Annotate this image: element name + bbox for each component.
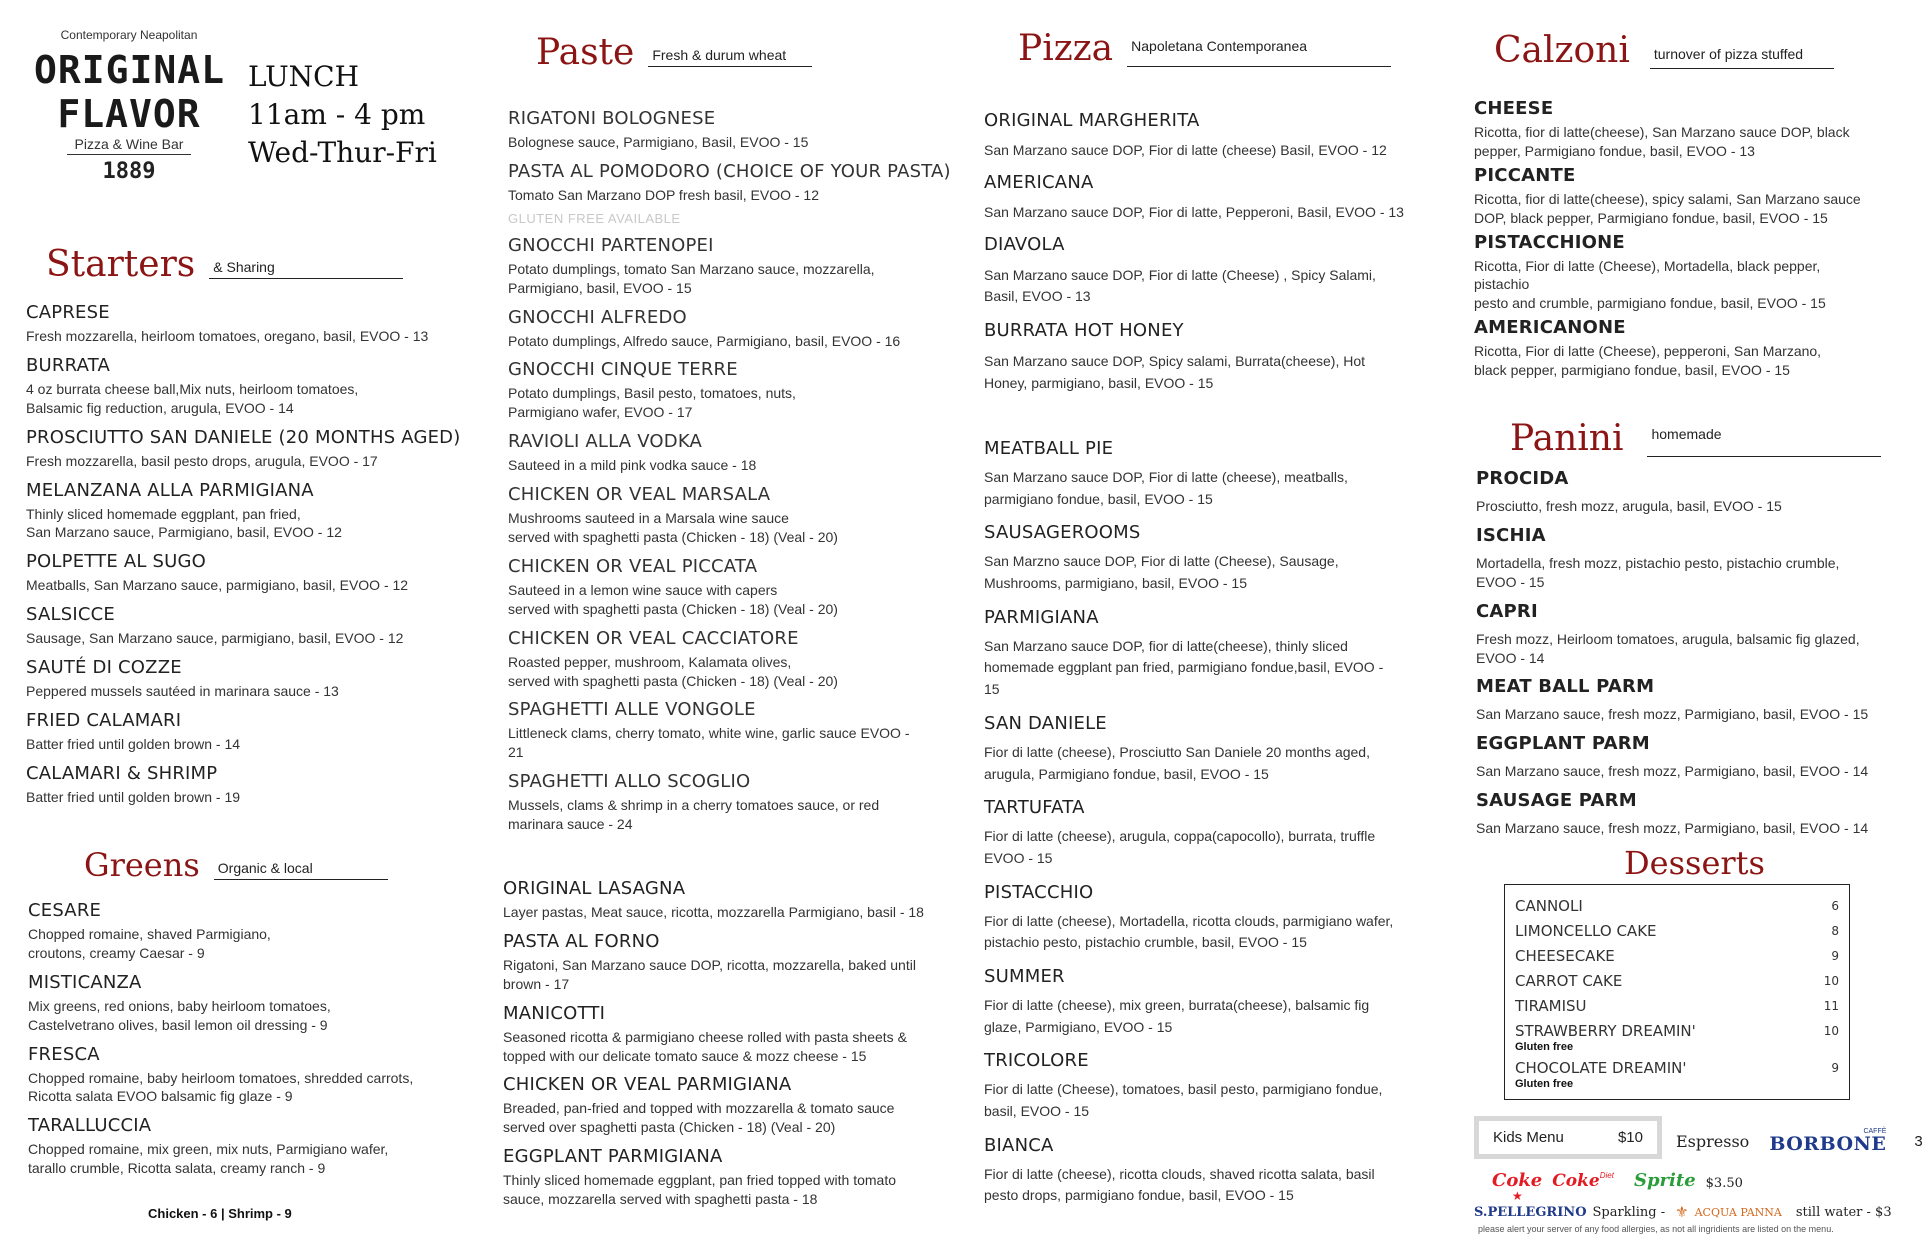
greens-header: [84, 846, 388, 884]
item-name: TARALLUCCIA: [28, 1115, 152, 1137]
menu-item: [984, 1135, 1444, 1207]
item-desc: Littleneck clams, cherry tomato, white wine, garlic sauce EVOO - 21: [508, 725, 910, 761]
menu-item: [26, 480, 476, 543]
kids-menu-box: [1474, 1116, 1662, 1159]
item-name: PICCANTE: [1474, 164, 1576, 186]
dessert-row: [1515, 946, 1839, 966]
item-desc: 4 oz burrata cheese ball,Mix nuts, heirloom tomatoes, Balsamic fig reduction, arugula, EVOO - 14: [26, 380, 359, 416]
menu-item: [1476, 525, 1916, 592]
item-name: MISTICANZA: [28, 971, 142, 993]
item-desc: San Marzano sauce DOP, Fior di latte (Cheese) , Spicy Salami, Basil, EVOO - 13: [984, 266, 1376, 305]
panini-title: Panini: [1510, 418, 1624, 459]
pizza-header: [1018, 28, 1391, 69]
starters-list: [26, 302, 476, 816]
item-name: PISTACCHIO: [984, 881, 1094, 903]
star-icon: ★: [1512, 1189, 1523, 1203]
item-desc: Ricotta, fior di latte(cheese), San Marzano sauce DOP, black pepper, Parmigiano fondue, basil, EVOO - 13: [1474, 124, 1850, 159]
menu-item: [26, 604, 476, 648]
diet-coke-logo: [1552, 1171, 1614, 1191]
menu-item: [1474, 232, 1914, 314]
item-name: GNOCCHI ALFREDO: [508, 306, 687, 328]
item-desc: Seasoned ricotta & parmigiano cheese rolled with pasta sheets & topped with our delicate tomato sauce & mozz cheese - 15: [503, 1028, 907, 1064]
menu-item: [503, 931, 978, 994]
dessert-name: LIMONCELLO CAKE: [1515, 922, 1657, 940]
menu-item: [984, 172, 1444, 222]
menu-item: [984, 522, 1444, 594]
menu-item: [508, 161, 978, 226]
item-desc: Mortadella, fresh mozz, pistachio pesto, pistachio crumble, EVOO - 15: [1476, 554, 1840, 590]
dessert-price: 9: [1831, 1061, 1839, 1075]
item-desc: Batter fried until golden brown - 19: [26, 788, 241, 805]
calzoni-list: [1474, 98, 1914, 389]
item-name: CALAMARI & SHRIMP: [26, 762, 218, 784]
item-desc: Potato dumplings, Basil pesto, tomatoes, nuts, Parmigiano wafer, EVOO - 17: [508, 385, 796, 421]
espresso-price: 3: [1914, 1132, 1923, 1150]
item-name: SAUTÉ DI COZZE: [26, 657, 182, 679]
gluten-free-label: Gluten free: [1515, 1041, 1574, 1053]
dessert-name: CARROT CAKE: [1515, 972, 1623, 990]
item-desc: San Marzano sauce DOP, Fior di latte (cheese), meatballs, parmigiano fondue, basil, EVOO - 15: [984, 469, 1348, 507]
menu-item: [503, 1146, 978, 1209]
menu-item: [26, 763, 476, 807]
item-name: RIGATONI BOLOGNESE: [508, 108, 716, 129]
item-name: SUMMER: [984, 965, 1065, 987]
dessert-price: 9: [1831, 949, 1839, 963]
panini-header: [1510, 418, 1881, 459]
menu-item: [503, 878, 978, 922]
diet-tag: Diet: [1599, 1171, 1614, 1180]
lunch-info: [248, 58, 437, 172]
item-desc: San Marzano sauce DOP, Fior di latte, Pepperoni, Basil, EVOO - 13: [984, 203, 1404, 220]
item-desc: Thinly sliced homemade eggplant, pan fried topped with tomato sauce, mozzarella served with spaghetti pasta - 18: [503, 1172, 897, 1208]
logo: [34, 28, 224, 184]
diet-coke-text: Coke: [1552, 1171, 1600, 1191]
item-desc: San Marzano sauce, fresh mozz, Parmigiano, basil, EVOO - 14: [1476, 820, 1869, 837]
kids-menu-label: Kids Menu: [1493, 1129, 1564, 1146]
item-name: PASTA AL FORNO: [503, 930, 660, 952]
item-desc: Ricotta, Fior di latte (Cheese), pepperoni, San Marzano, black pepper, parmigiano fondue, basil, EVOO - 15: [1474, 343, 1822, 379]
item-desc: Mushrooms sauteed in a Marsala wine sauce served with spaghetti pasta (Chicken - 18) (Veal - 20): [508, 510, 838, 546]
menu-item: [508, 108, 978, 152]
item-desc: Layer pastas, Meat sauce, ricotta, mozzarella Parmigiano, basil - 18: [503, 904, 924, 920]
item-name: PASTA AL POMODORO (CHOICE OF YOUR PASTA): [508, 160, 951, 182]
menu-item: [508, 307, 978, 351]
item-name: ISCHIA: [1476, 524, 1546, 546]
soda-row: [1492, 1170, 1743, 1191]
lunch-days: Wed-Thur-Fri: [248, 136, 437, 169]
sparkling-label: Sparkling -: [1592, 1204, 1666, 1220]
item-name: AMERICANA: [984, 171, 1094, 193]
item-desc: San Marzano sauce, fresh mozz, Parmigiano, basil, EVOO - 14: [1476, 763, 1869, 780]
item-desc: San Marzano sauce DOP, fior di latte(cheese), thinly sliced homemade eggplant pan fried, parmigiano fondue,basil, EVOO - 15: [984, 637, 1384, 698]
logo-year: 1889: [102, 159, 156, 184]
greens-addon: Chicken - 6 | Shrimp - 9: [148, 1206, 292, 1221]
menu-item: [508, 484, 978, 547]
item-name: EGGPLANT PARM: [1476, 733, 1650, 755]
dessert-name: STRAWBERRY DREAMIN': [1515, 1022, 1696, 1040]
item-desc: Fior di latte (cheese), mix green, burrata(cheese), balsamic fig glaze, Parmigiano, EVOO - 15: [984, 996, 1370, 1035]
allergy-note: please alert your server of any food allergies, as not all ingridients are listed on the menu.: [1478, 1224, 1834, 1234]
menu-item: [26, 551, 476, 595]
dessert-row: [1515, 1058, 1839, 1078]
espresso-label: Espresso: [1676, 1131, 1750, 1151]
menu-item: [503, 1074, 978, 1137]
menu-item: [26, 657, 476, 701]
item-name: AMERICANONE: [1474, 317, 1626, 339]
item-name: SAUSAGE PARM: [1476, 790, 1637, 812]
item-name: GNOCCHI PARTENOPEI: [508, 234, 714, 256]
menu-item: [984, 320, 1444, 394]
menu-item: [1476, 676, 1916, 724]
paste-list-2: [503, 878, 978, 1218]
menu-item: [984, 234, 1444, 308]
lunch-title: LUNCH: [248, 60, 360, 93]
menu-item: [984, 882, 1444, 954]
pizza-title: Pizza: [1018, 28, 1114, 69]
dessert-name: CANNOLI: [1515, 897, 1583, 915]
dessert-name: CHOCOLATE DREAMIN': [1515, 1059, 1687, 1077]
lunch-hours: 11am - 4 pm: [248, 98, 426, 131]
item-desc: Meatballs, San Marzano sauce, parmigiano, basil, EVOO - 12: [26, 577, 409, 594]
item-name: MANICOTTI: [503, 1002, 606, 1024]
paste-title: Paste: [536, 32, 635, 73]
dessert-name: CHEESECAKE: [1515, 947, 1615, 965]
item-name: EGGPLANT PARMIGIANA: [503, 1146, 723, 1168]
menu-item: [26, 710, 476, 754]
coke-logo: Coke: [1492, 1170, 1543, 1191]
item-name: SAN DANIELE: [984, 712, 1107, 734]
espresso-row: [1676, 1128, 1923, 1154]
pellegrino-logo: S.PELLEGRINO: [1474, 1204, 1587, 1220]
borbone-brand: BORBONE: [1769, 1133, 1887, 1155]
paste-header: [536, 32, 812, 73]
fleur-icon: ⚜: [1675, 1204, 1689, 1221]
item-name: FRESCA: [28, 1043, 100, 1065]
dessert-row: [1515, 896, 1839, 916]
starters-subtitle: & Sharing: [209, 259, 403, 279]
item-desc: Fresh mozzarella, basil pesto drops, arugula, EVOO - 17: [26, 452, 378, 469]
item-name: SAUSAGEROOMS: [984, 522, 1141, 544]
item-name: TARTUFATA: [984, 797, 1085, 819]
item-name: TRICOLORE: [984, 1050, 1089, 1072]
menu-item: [508, 431, 978, 475]
menu-item: [26, 427, 476, 471]
menu-item: [26, 355, 476, 418]
menu-item: [1476, 790, 1916, 838]
dessert-price: 6: [1831, 899, 1839, 913]
item-name: SPAGHETTI ALLE VONGOLE: [508, 699, 756, 721]
menu-item: [1476, 468, 1916, 516]
calzoni-subtitle: turnover of pizza stuffed: [1650, 46, 1834, 69]
item-name: PISTACCHIONE: [1474, 231, 1625, 253]
item-desc: Ricotta, Fior di latte (Cheese), Mortadella, black pepper, pistachio pesto and crumble, parmigiano fondue, basil, EVOO - 15: [1474, 257, 1826, 312]
desserts-box: [1504, 884, 1850, 1100]
kids-menu-price: $10: [1617, 1129, 1643, 1146]
menu-item: [503, 1003, 978, 1066]
item-name: DIAVOLA: [984, 233, 1065, 255]
borbone-logo: [1769, 1128, 1886, 1154]
greens-list: [28, 900, 478, 1187]
menu-item: [1474, 317, 1914, 380]
menu-item: [1474, 165, 1914, 228]
starters-title: Starters: [46, 244, 196, 285]
item-desc: San Marzano sauce DOP, Fior di latte (cheese) Basil, EVOO - 12: [984, 142, 1387, 158]
item-desc: Chopped romaine, mix green, mix nuts, Parmigiano wafer, tarallo crumble, Ricotta salata, creamy ranch - 9: [28, 1141, 389, 1177]
starters-header: [46, 244, 403, 285]
menu-item: [1474, 98, 1914, 161]
borbone-small: CAFFÈ: [1863, 1128, 1887, 1135]
item-desc: San Marzno sauce DOP, Fior di latte (Cheese), Sausage, Mushrooms, parmigiano, basil, EVOO - 15: [984, 553, 1339, 592]
item-name: RAVIOLI ALLA VODKA: [508, 431, 703, 453]
menu-item: [508, 556, 978, 619]
item-desc: Bolognese sauce, Parmigiano, Basil, EVOO - 15: [508, 134, 809, 150]
item-desc: Rigatoni, San Marzano sauce DOP, ricotta, mozzarella, baked until brown - 17: [503, 956, 916, 992]
calzoni-title: Calzoni: [1494, 30, 1630, 71]
item-desc: Potato dumplings, tomato San Marzano sauce, mozzarella, Parmigiano, basil, EVOO - 15: [508, 260, 875, 296]
item-name: CHICKEN OR VEAL PARMIGIANA: [503, 1074, 792, 1096]
item-desc: Sausage, San Marzano sauce, parmigiano, basil, EVOO - 12: [26, 630, 404, 647]
menu-item: [508, 359, 978, 422]
item-name: BURRATA HOT HONEY: [984, 320, 1184, 342]
item-name: MEATBALL PIE: [984, 438, 1114, 459]
item-desc: Sauteed in a mild pink vodka sauce - 18: [508, 457, 757, 474]
dessert-price: 11: [1823, 999, 1839, 1013]
item-name: ORIGINAL MARGHERITA: [984, 110, 1200, 131]
item-desc: Fior di latte (Cheese), tomatoes, basil pesto, parmigiano fondue, basil, EVOO - 15: [984, 1081, 1383, 1119]
item-desc: Chopped romaine, shaved Parmigiano, croutons, creamy Caesar - 9: [28, 926, 271, 961]
logo-line2: FLAVOR: [57, 92, 201, 136]
item-desc: Thinly sliced homemade eggplant, pan fried, San Marzano sauce, Parmigiano, basil, EVOO - 12: [26, 505, 342, 541]
menu-item: [984, 713, 1444, 785]
dessert-row: [1515, 996, 1839, 1016]
logo-tagline: Contemporary Neapolitan: [60, 28, 198, 42]
menu-item: [508, 628, 978, 691]
desserts-title: Desserts: [1624, 844, 1765, 882]
menu-item: [26, 302, 476, 346]
item-name: FRIED CALAMARI: [26, 710, 182, 732]
item-name: PARMIGIANA: [984, 606, 1099, 628]
item-desc: Fresh mozzarella, heirloom tomatoes, oregano, basil, EVOO - 13: [26, 328, 429, 344]
dessert-row: [1515, 971, 1839, 991]
item-name: CHEESE: [1474, 98, 1554, 119]
dessert-price: 8: [1831, 924, 1839, 938]
item-name: CHICKEN OR VEAL PICCATA: [508, 555, 758, 577]
dessert-name: TIRAMISU: [1515, 997, 1587, 1015]
item-name: POLPETTE AL SUGO: [26, 551, 207, 573]
item-desc: Fior di latte (cheese), Mortadella, ricotta clouds, parmigiano wafer, pistachio pesto, pistachio crumble, basil, EVOO - 15: [984, 912, 1394, 951]
dessert-row: [1515, 921, 1839, 941]
logo-subtitle: Pizza & Wine Bar: [67, 136, 192, 155]
gluten-free-note: GLUTEN FREE AVAILABLE: [508, 210, 681, 226]
item-name: PROSCIUTTO SAN DANIELE (20 MONTHS AGED): [26, 426, 461, 448]
menu-item: [984, 1050, 1444, 1122]
item-desc: Potato dumplings, Alfredo sauce, Parmigiano, basil, EVOO - 16: [508, 332, 901, 349]
item-name: CAPRI: [1476, 600, 1538, 622]
menu-item: [984, 966, 1444, 1038]
water-row: [1474, 1189, 1892, 1221]
paste-list: [508, 108, 978, 843]
sprite-logo: Sprite: [1633, 1170, 1696, 1191]
item-desc: Fior di latte (cheese), Prosciutto San Daniele 20 months aged, arugula, Parmigiano fondue, basil, EVOO - 15: [984, 743, 1370, 782]
item-desc: San Marzano sauce DOP, Spicy salami, Burrata(cheese), Hot Honey, parmigiano, basil, EVOO - 15: [984, 353, 1366, 391]
acqua-panna-logo: ACQUA PANNA: [1694, 1205, 1782, 1219]
item-desc: San Marzano sauce, fresh mozz, Parmigiano, basil, EVOO - 15: [1476, 706, 1869, 723]
menu-item: [28, 1044, 478, 1107]
item-desc: Mix greens, red onions, baby heirloom tomatoes, Castelvetrano olives, basil lemon oil dressing - 9: [28, 997, 331, 1033]
dessert-price: 10: [1823, 974, 1839, 988]
menu-item: [28, 900, 478, 963]
item-desc: Ricotta, fior di latte(cheese), spicy salami, San Marzano sauce DOP, black pepper, Parmigiano fondue, basil, EVOO - 15: [1474, 190, 1861, 226]
menu-item: [984, 438, 1444, 510]
pizza-list: [984, 110, 1444, 404]
paste-subtitle: Fresh & durum wheat: [648, 47, 812, 67]
item-name: ORIGINAL LASAGNA: [503, 878, 686, 899]
menu-item: [508, 699, 978, 762]
logo-line1: ORIGINAL: [34, 48, 226, 92]
menu-item: [28, 1115, 478, 1178]
item-name: BIANCA: [984, 1134, 1054, 1156]
item-desc: Fior di latte (cheese), arugula, coppa(capocollo), burrata, truffle EVOO - 15: [984, 828, 1376, 866]
item-name: CAPRESE: [26, 302, 110, 323]
item-desc: Fresh mozz, Heirloom tomatoes, arugula, balsamic fig glazed, EVOO - 14: [1476, 630, 1860, 666]
item-name: SPAGHETTI ALLO SCOGLIO: [508, 771, 751, 793]
menu-item: [508, 771, 978, 834]
soda-price: $3.50: [1705, 1176, 1743, 1191]
item-name: SALSICCE: [26, 604, 115, 626]
item-name: CHICKEN OR VEAL CACCIATORE: [508, 627, 799, 649]
item-desc: Fior di latte (cheese), ricotta clouds, shaved ricotta salata, basil pesto drops, parmigiano fondue, basil, EVOO - 15: [984, 1165, 1375, 1204]
item-name: CHICKEN OR VEAL MARSALA: [508, 484, 771, 506]
panini-list: [1476, 468, 1916, 847]
gluten-free-label: Gluten free: [1515, 1078, 1574, 1090]
item-desc: Prosciutto, fresh mozz, arugula, basil, EVOO - 15: [1476, 498, 1782, 514]
panini-subtitle: homemade: [1647, 426, 1881, 457]
still-label: still water - $3: [1795, 1204, 1892, 1220]
item-desc: Sauteed in a lemon wine sauce with capers served with spaghetti pasta (Chicken - 18) (Veal - 20): [508, 581, 838, 617]
greens-title: Greens: [84, 846, 200, 884]
menu-item: [1476, 733, 1916, 781]
item-desc: Roasted pepper, mushroom, Kalamata olives, served with spaghetti pasta (Chicken - 18) (Veal - 20): [508, 653, 838, 689]
menu-item: [28, 972, 478, 1035]
item-name: MEAT BALL PARM: [1476, 676, 1655, 698]
pizza-subtitle: Napoletana Contemporanea: [1127, 38, 1391, 67]
item-desc: Batter fried until golden brown - 14: [26, 736, 241, 753]
item-name: BURRATA: [26, 354, 111, 376]
dessert-price: 10: [1823, 1024, 1839, 1038]
menu-item: [508, 235, 978, 298]
item-desc: Mussels, clams & shrimp in a cherry tomatoes sauce, or red marinara sauce - 24: [508, 797, 880, 833]
item-desc: Breaded, pan-fried and topped with mozzarella & tomato sauce served over spaghetti pasta (Chicken - 18) (Veal - 20): [503, 1100, 895, 1136]
item-name: PROCIDA: [1476, 468, 1569, 489]
dessert-row: [1515, 1021, 1839, 1041]
item-desc: Peppered mussels sautéed in marinara sauce - 13: [26, 683, 339, 700]
item-desc: Chopped romaine, baby heirloom tomatoes, shredded carrots, Ricotta salata EVOO balsamic fig glaze - 9: [28, 1069, 414, 1105]
menu-item: [984, 797, 1444, 869]
pizza-list-2: [984, 438, 1444, 1216]
menu-item: [984, 607, 1444, 701]
item-name: MELANZANA ALLA PARMIGIANA: [26, 479, 314, 501]
item-name: CESARE: [28, 900, 102, 921]
menu-item: [984, 110, 1444, 160]
item-desc: Tomato San Marzano DOP fresh basil, EVOO - 12: [508, 186, 819, 203]
calzoni-header: [1494, 30, 1834, 71]
menu-item: [1476, 601, 1916, 668]
item-name: GNOCCHI CINQUE TERRE: [508, 359, 738, 381]
greens-subtitle: Organic & local: [214, 860, 388, 880]
